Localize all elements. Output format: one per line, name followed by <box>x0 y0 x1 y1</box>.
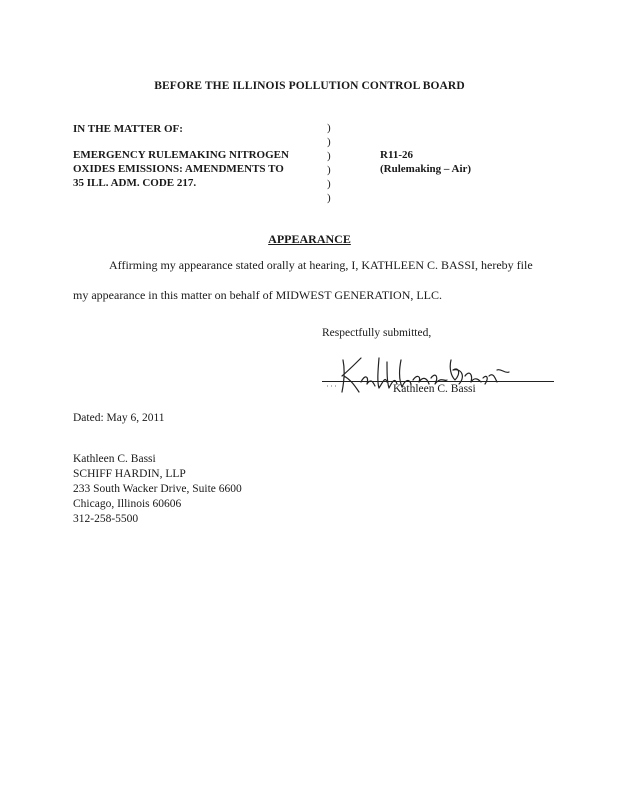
caption-subject-line-2: OXIDES EMISSIONS: AMENDMENTS TO <box>73 163 284 175</box>
caption-paren-1: ) <box>327 122 331 134</box>
matter-of-label: IN THE MATTER OF: <box>73 123 183 135</box>
board-heading: BEFORE THE ILLINOIS POLLUTION CONTROL BOARD <box>154 80 465 92</box>
caption-paren-2: ) <box>327 136 331 148</box>
caption-paren-6: ) <box>327 192 331 204</box>
caption-subject-line-1: EMERGENCY RULEMAKING NITROGEN <box>73 149 289 161</box>
address-line-4: Chicago, Illinois 60606 <box>73 498 182 510</box>
address-line-3: 233 South Wacker Drive, Suite 6600 <box>73 483 242 495</box>
docket-number: R11-26 <box>380 149 413 161</box>
caption-subject-line-3: 35 ILL. ADM. CODE 217. <box>73 177 197 189</box>
signature-line <box>322 381 554 382</box>
caption-paren-3: ) <box>327 150 331 162</box>
printed-name: Kathleen C. Bassi <box>393 383 476 395</box>
docket-type: (Rulemaking – Air) <box>380 163 472 175</box>
body-paragraph-line-2: my appearance in this matter on behalf of MIDWEST GENERATION, LLC. <box>73 288 443 302</box>
body-paragraph-line-1: Affirming my appearance stated orally at hearing, I, KATHLEEN C. BASSI, hereby file <box>109 258 533 272</box>
date-line: Dated: May 6, 2011 <box>73 412 165 424</box>
caption-paren-4: ) <box>327 164 331 176</box>
closing: Respectfully submitted, <box>322 327 432 339</box>
address-line-5: 312-258-5500 <box>73 513 139 525</box>
document-title: APPEARANCE <box>268 232 351 246</box>
address-line-1: Kathleen C. Bassi <box>73 453 156 465</box>
address-line-2: SCHIFF HARDIN, LLP <box>73 468 186 480</box>
caption-paren-5: ) <box>327 178 331 190</box>
